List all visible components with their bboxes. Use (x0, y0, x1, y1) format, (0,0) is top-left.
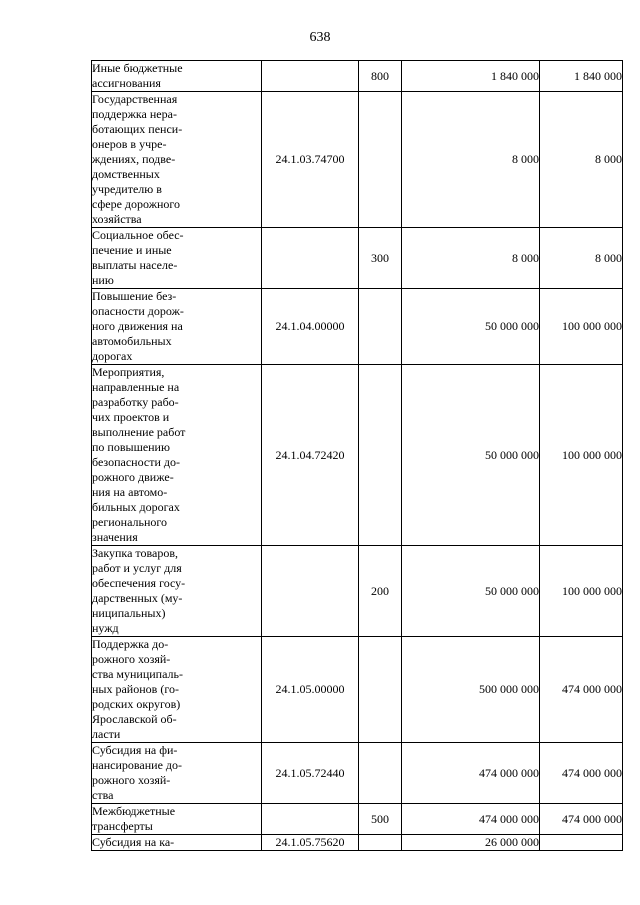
row-value-2-cell: 474 000 000 (540, 743, 623, 804)
row-type-cell (359, 92, 402, 228)
table-row (92, 743, 623, 804)
budget-table (91, 60, 623, 851)
page-number: 638 (309, 30, 331, 45)
row-value-1-cell: 26 000 000 (402, 835, 540, 851)
row-code-cell: 24.1.05.75620 (262, 835, 359, 851)
row-code-cell (262, 804, 359, 835)
row-type-cell (359, 289, 402, 365)
row-value-1-cell: 50 000 000 (402, 289, 540, 365)
row-type-cell (359, 835, 402, 851)
table-row (92, 365, 623, 546)
row-name: Субсидия на фи- нансирование до- рожного хозяй- ства (92, 743, 183, 802)
table-row (92, 92, 623, 228)
row-name-cell (92, 835, 262, 851)
row-type-cell (359, 743, 402, 804)
table-row (92, 804, 623, 835)
row-code-cell (262, 546, 359, 637)
row-value-2-cell: 1 840 000 (540, 61, 623, 92)
row-value-2-cell: 474 000 000 (540, 637, 623, 743)
row-name: Повышение без- опасности дорож- ного движения на автомобильных дорогах (92, 289, 184, 363)
table-row (92, 835, 623, 851)
table-row (92, 289, 623, 365)
row-name: Иные бюджетные ассигнования (92, 61, 183, 90)
row-name-cell (92, 92, 262, 228)
row-type-cell: 500 (359, 804, 402, 835)
row-name-cell (92, 228, 262, 289)
row-value-1-cell: 8 000 (402, 228, 540, 289)
row-code-cell: 24.1.05.72440 (262, 743, 359, 804)
row-name-cell (92, 637, 262, 743)
row-name: Мероприятия, направленные на разработку рабо- чих проектов и выполнение работ по повышению безопасности до- рожного движе- ния на автомо- бильных дорогах регионального значения (92, 365, 186, 544)
row-code-cell: 24.1.04.72420 (262, 365, 359, 546)
row-value-1-cell: 50 000 000 (402, 546, 540, 637)
row-name: Социальное обес- печение и иные выплаты населе- нию (92, 228, 184, 287)
row-value-1-cell: 50 000 000 (402, 365, 540, 546)
table-row (92, 637, 623, 743)
row-code-cell: 24.1.05.00000 (262, 637, 359, 743)
row-name-cell (92, 743, 262, 804)
row-name-cell (92, 61, 262, 92)
row-name: Закупка товаров, работ и услуг для обеспечения госу- дарственных (му- ниципальных) нужд (92, 546, 186, 635)
row-type-cell: 200 (359, 546, 402, 637)
table-row (92, 61, 623, 92)
row-value-2-cell: 100 000 000 (540, 289, 623, 365)
row-code-cell: 24.1.04.00000 (262, 289, 359, 365)
row-name: Государственная поддержка нера- ботающих пенси- онеров в учре- ждениях, подве- домственных учредителю в сфере дорожного хозяйства (92, 92, 183, 226)
row-value-1-cell: 8 000 (402, 92, 540, 228)
row-type-cell (359, 365, 402, 546)
row-type-cell: 300 (359, 228, 402, 289)
row-value-2-cell: 8 000 (540, 92, 623, 228)
row-value-2-cell (540, 835, 623, 851)
row-name-cell (92, 289, 262, 365)
row-code-cell (262, 61, 359, 92)
row-type-cell (359, 637, 402, 743)
row-value-2-cell: 474 000 000 (540, 804, 623, 835)
row-type-cell: 800 (359, 61, 402, 92)
row-name-cell (92, 804, 262, 835)
row-name: Субсидия на ка- (92, 835, 175, 849)
row-name-cell (92, 546, 262, 637)
row-value-1-cell: 1 840 000 (402, 61, 540, 92)
row-value-2-cell: 8 000 (540, 228, 623, 289)
row-name-cell (92, 365, 262, 546)
row-name: Межбюджетные трансферты (92, 804, 176, 833)
row-value-1-cell: 500 000 000 (402, 637, 540, 743)
row-name: Поддержка до- рожного хозяй- ства муниципаль- ных районов (го- родских округов) Ярославской об- ласти (92, 637, 183, 741)
row-value-2-cell: 100 000 000 (540, 546, 623, 637)
table-row (92, 546, 623, 637)
row-code-cell (262, 228, 359, 289)
row-value-1-cell: 474 000 000 (402, 804, 540, 835)
row-code-cell: 24.1.03.74700 (262, 92, 359, 228)
row-value-2-cell: 100 000 000 (540, 365, 623, 546)
row-value-1-cell: 474 000 000 (402, 743, 540, 804)
table-row (92, 228, 623, 289)
